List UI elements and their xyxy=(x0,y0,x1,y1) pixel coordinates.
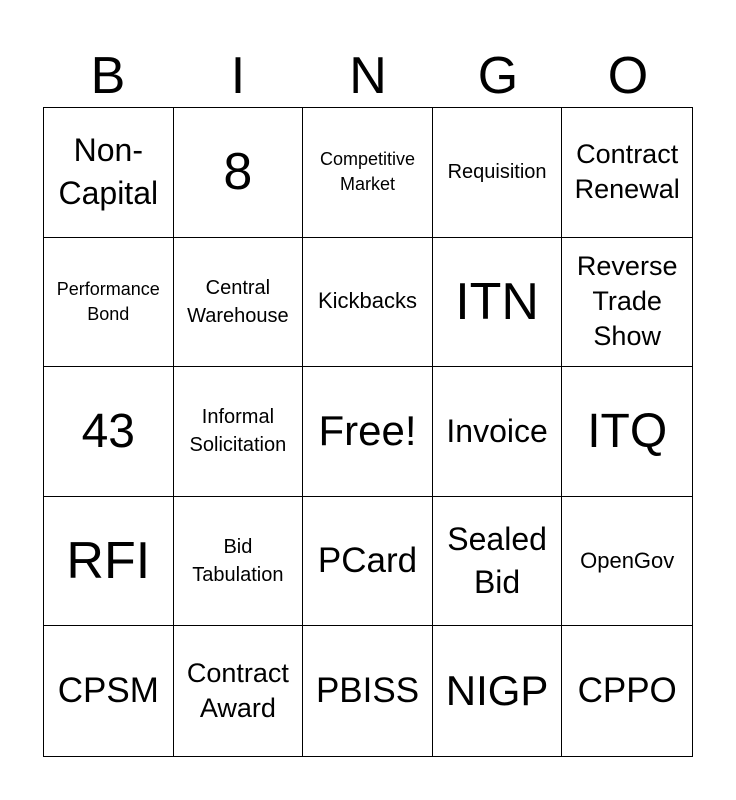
bingo-cell-text: CPPO xyxy=(577,671,677,711)
bingo-cell-text: Kickbacks xyxy=(317,288,418,314)
bingo-cell[interactable] xyxy=(433,108,563,238)
bingo-cell-text: ITQ xyxy=(587,404,668,458)
bingo-cell-text: Bid Tabulation xyxy=(192,536,284,587)
bingo-cell[interactable] xyxy=(562,367,692,497)
bingo-cell-text: Informal Solicitation xyxy=(189,406,287,457)
bingo-cell-text: Invoice xyxy=(446,412,548,449)
header-letter-i: I xyxy=(230,47,246,105)
bingo-cell[interactable] xyxy=(174,367,304,497)
bingo-cell[interactable] xyxy=(433,367,563,497)
bingo-cell[interactable] xyxy=(44,497,174,627)
bingo-cell-text: Central Warehouse xyxy=(187,276,289,327)
bingo-cell-text: 8 xyxy=(223,143,253,202)
header-letter-g: G xyxy=(477,47,519,105)
bingo-cell[interactable] xyxy=(562,108,692,238)
bingo-card-grid xyxy=(43,107,693,757)
bingo-cell[interactable] xyxy=(303,108,433,238)
bingo-cell-text: OpenGov xyxy=(580,547,675,573)
bingo-cell[interactable] xyxy=(174,626,304,756)
bingo-cell[interactable] xyxy=(44,108,174,238)
bingo-cell[interactable] xyxy=(303,238,433,368)
header-letter-b: B xyxy=(90,47,126,105)
bingo-cell-text: PBISS xyxy=(315,671,420,711)
bingo-cell[interactable] xyxy=(433,497,563,627)
bingo-cell[interactable] xyxy=(174,238,304,368)
bingo-cell[interactable] xyxy=(303,626,433,756)
bingo-cell-text: Non- Capital xyxy=(58,132,159,212)
bingo-cell[interactable] xyxy=(433,626,563,756)
bingo-cell-text: CPSM xyxy=(57,671,159,711)
bingo-cell-text: ITN xyxy=(455,272,539,331)
bingo-cell-text: PCard xyxy=(317,541,418,581)
bingo-cell[interactable] xyxy=(562,238,692,368)
bingo-cell[interactable] xyxy=(44,626,174,756)
bingo-cell-text: Sealed Bid xyxy=(447,520,547,601)
header-letter-o: O xyxy=(607,47,649,105)
header-letter-n: N xyxy=(349,47,387,105)
bingo-cell-text: Contract Renewal xyxy=(574,139,680,205)
bingo-cell-text: Performance Bond xyxy=(56,278,160,324)
bingo-cell[interactable] xyxy=(174,497,304,627)
bingo-cell[interactable] xyxy=(303,367,433,497)
bingo-cell[interactable] xyxy=(174,108,304,238)
bingo-cell[interactable] xyxy=(44,367,174,497)
bingo-cell-text: Competitive Market xyxy=(319,149,416,195)
bingo-cell-text: Free! xyxy=(318,407,417,455)
bingo-cell[interactable] xyxy=(562,497,692,627)
bingo-header xyxy=(43,44,693,108)
bingo-cell-text: 43 xyxy=(81,404,135,458)
bingo-cell[interactable] xyxy=(44,238,174,368)
bingo-cell-text: Contract Award xyxy=(186,658,289,724)
bingo-cell-text: NIGP xyxy=(445,667,549,714)
bingo-cell[interactable] xyxy=(433,238,563,368)
bingo-cell[interactable] xyxy=(562,626,692,756)
bingo-cell[interactable] xyxy=(303,497,433,627)
bingo-cell-text: Reverse Trade Show xyxy=(576,251,678,352)
bingo-cell-text: RFI xyxy=(66,531,151,590)
bingo-cell-text: Requisition xyxy=(447,161,547,184)
